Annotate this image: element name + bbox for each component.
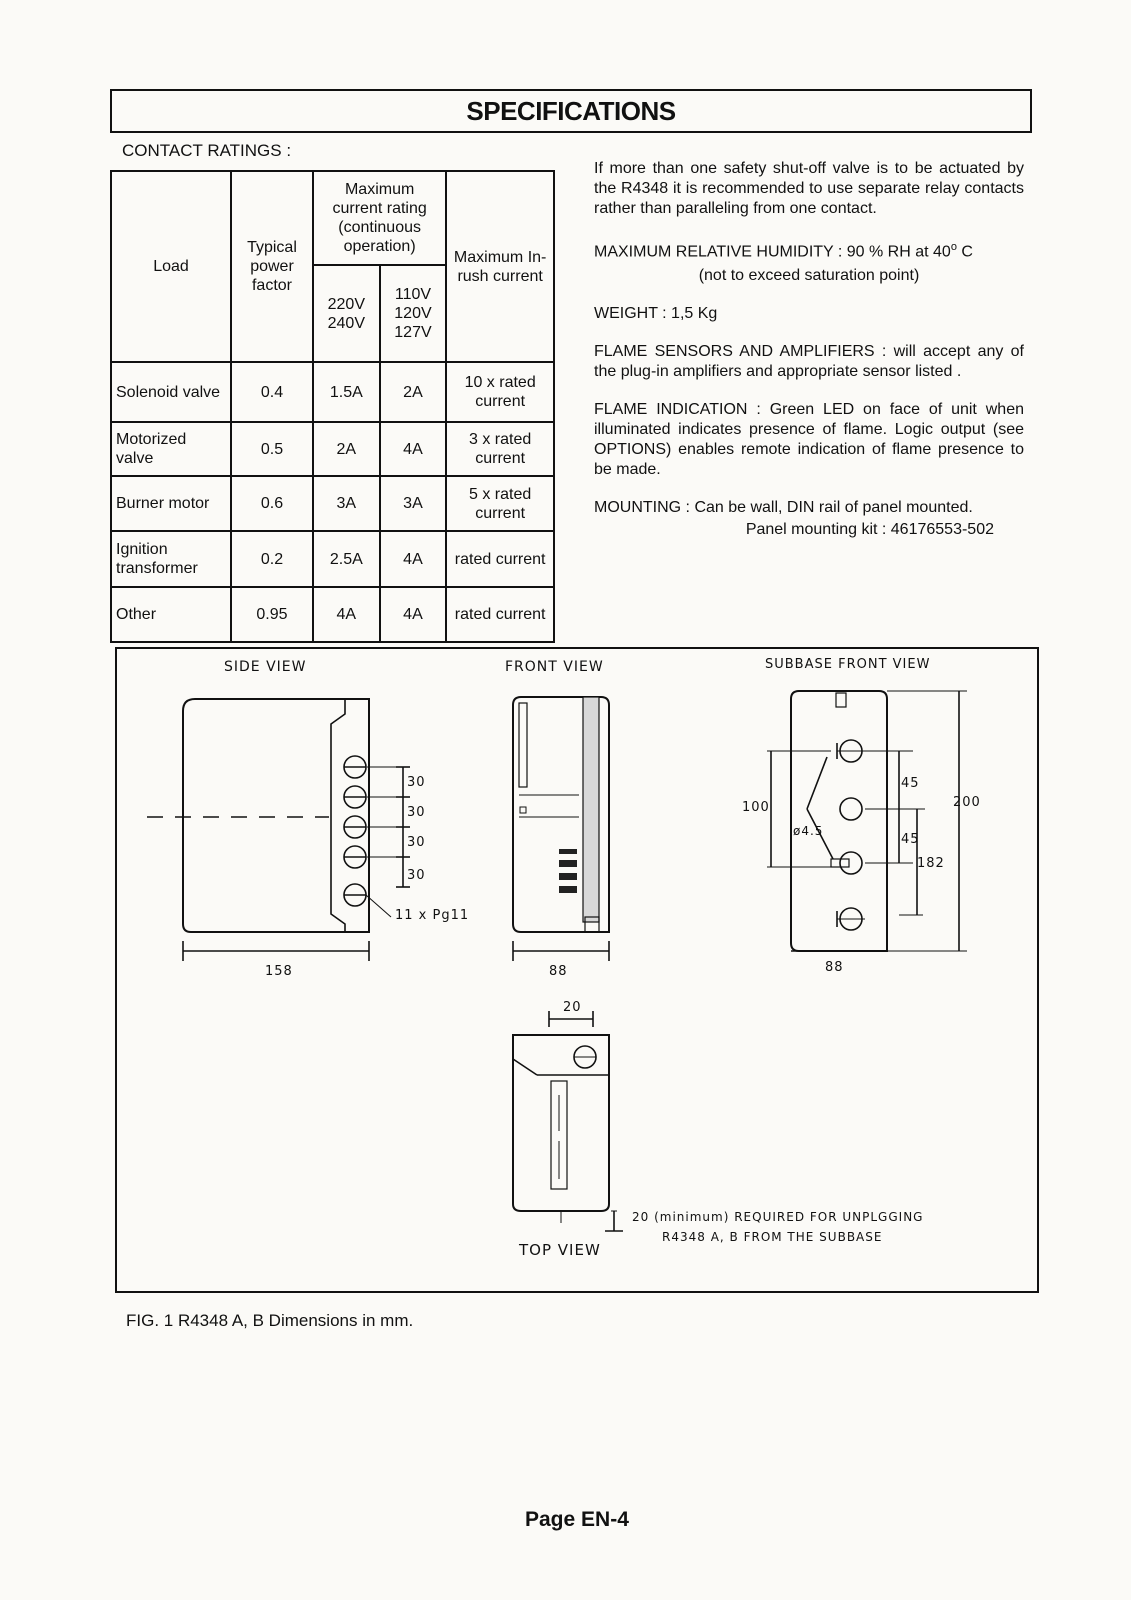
cell-220: 2A — [313, 422, 380, 476]
dim-100: 100 — [742, 800, 770, 815]
subbase-view-label: SUBBASE FRONT VIEW — [765, 657, 931, 672]
humidity-degree: o — [950, 241, 957, 253]
dim-subbase-width: 88 — [825, 960, 844, 975]
cell-110: 4A — [380, 422, 447, 476]
cell-inrush: 3 x rated current — [446, 422, 554, 476]
dim-30: 30 — [407, 835, 426, 850]
side-view-label: SIDE VIEW — [224, 659, 307, 675]
cable-gland-icon — [344, 846, 366, 868]
figure-caption: FIG. 1 R4348 A, B Dimensions in mm. — [126, 1311, 414, 1330]
contact-ratings-table — [110, 170, 555, 643]
cell-load: Burner motor — [111, 476, 231, 531]
dim-30: 30 — [407, 868, 426, 883]
side-view-drawing — [147, 699, 469, 979]
dim-182: 182 — [917, 856, 945, 871]
dim-200: 200 — [953, 795, 981, 810]
dim-45: 45 — [901, 832, 920, 847]
cell-220: 2.5A — [313, 531, 380, 587]
cable-gland-icon — [344, 816, 366, 838]
cable-gland-icon — [344, 884, 366, 906]
header-load: Load — [111, 171, 231, 362]
table-row — [111, 422, 554, 476]
header-220v: 220V 240V — [313, 265, 380, 362]
dim-30: 30 — [407, 775, 426, 790]
cable-gland-icon — [344, 756, 366, 778]
humidity-text: MAXIMUM RELATIVE HUMIDITY : 90 % RH at 40 — [594, 243, 951, 261]
front-view-drawing — [513, 697, 609, 979]
header-power-factor: Typical power factor — [231, 171, 313, 362]
cell-pf: 0.2 — [231, 531, 313, 587]
cell-220: 4A — [313, 587, 380, 642]
cell-inrush: rated current — [446, 587, 554, 642]
cell-220: 1.5A — [313, 362, 380, 422]
dim-front-width: 88 — [549, 964, 568, 979]
cell-110: 2A — [380, 362, 447, 422]
cell-pf: 0.5 — [231, 422, 313, 476]
dimension-drawing — [117, 649, 1037, 1291]
subbase-view-drawing — [742, 691, 981, 975]
header-110v: 110V 120V 127V — [380, 265, 447, 362]
cell-inrush: 5 x rated current — [446, 476, 554, 531]
header-inrush: Maximum In-rush current — [446, 171, 554, 362]
indication-spec: FLAME INDICATION : Green LED on face of unit when illuminated indicates presence of flame. Logic output (see OPTIONS) enables remote indication of flame presence to be made. — [594, 401, 1024, 479]
humidity-spec — [594, 237, 1024, 262]
page-title — [110, 89, 1032, 133]
pg-gland-label: 11 x Pg11 — [395, 908, 470, 923]
cable-gland-icon — [344, 786, 366, 808]
cell-load: Other — [111, 587, 231, 642]
top-view-label: TOP VIEW — [519, 1241, 601, 1259]
cell-inrush: rated current — [446, 531, 554, 587]
unplug-note-line2: R4348 A, B FROM THE SUBBASE — [662, 1230, 883, 1244]
page-title-text: SPECIFICATIONS — [466, 95, 676, 126]
relay-note: If more than one safety shut-off valve is to be actuated by the R4348 it is recommended to use separate relay contacts rather than paralleling from one contact. — [594, 160, 1024, 217]
cell-pf: 0.95 — [231, 587, 313, 642]
front-view-label: FRONT VIEW — [505, 659, 604, 675]
dim-top-20: 20 — [563, 1000, 582, 1015]
cell-220: 3A — [313, 476, 380, 531]
panel-kit: Panel mounting kit : 46176553-502 — [745, 521, 994, 539]
table-row — [111, 362, 554, 422]
table-row — [111, 531, 554, 587]
contact-ratings-label: CONTACT RATINGS : — [122, 141, 292, 160]
dimension-diagram — [115, 647, 1039, 1293]
cell-load: Ignition transformer — [111, 531, 231, 587]
mounting-spec: MOUNTING : Can be wall, DIN rail of panel mounted. — [594, 499, 973, 517]
dim-30: 30 — [407, 805, 426, 820]
dim-side-width: 158 — [265, 964, 293, 979]
spec-notes — [594, 159, 1024, 558]
top-view-drawing — [513, 1000, 923, 1259]
dim-45: 45 — [901, 776, 920, 791]
sensors-spec: FLAME SENSORS AND AMPLIFIERS : will accept any of the plug-in amplifiers and appropriate sensor listed . — [594, 343, 1024, 381]
unplug-note-line1: 20 (minimum) REQUIRED FOR UNPLGGING — [632, 1210, 924, 1224]
humidity-unit: C — [956, 243, 973, 261]
weight-spec: WEIGHT : 1,5 Kg — [594, 305, 718, 323]
table-row — [111, 587, 554, 642]
header-max-current: Maximum current rating (continuous operation) — [313, 171, 446, 265]
humidity-note: (not to exceed saturation point) — [698, 267, 920, 285]
page-number: Page EN-4 — [525, 1508, 629, 1531]
cell-110: 4A — [380, 531, 447, 587]
cell-pf: 0.6 — [231, 476, 313, 531]
cell-110: 3A — [380, 476, 447, 531]
cell-110: 4A — [380, 587, 447, 642]
table-row — [111, 476, 554, 531]
cell-load: Solenoid valve — [111, 362, 231, 422]
dim-hole: ø4.5 — [793, 824, 824, 838]
cell-load: Motorized valve — [111, 422, 231, 476]
cell-pf: 0.4 — [231, 362, 313, 422]
cell-inrush: 10 x rated current — [446, 362, 554, 422]
